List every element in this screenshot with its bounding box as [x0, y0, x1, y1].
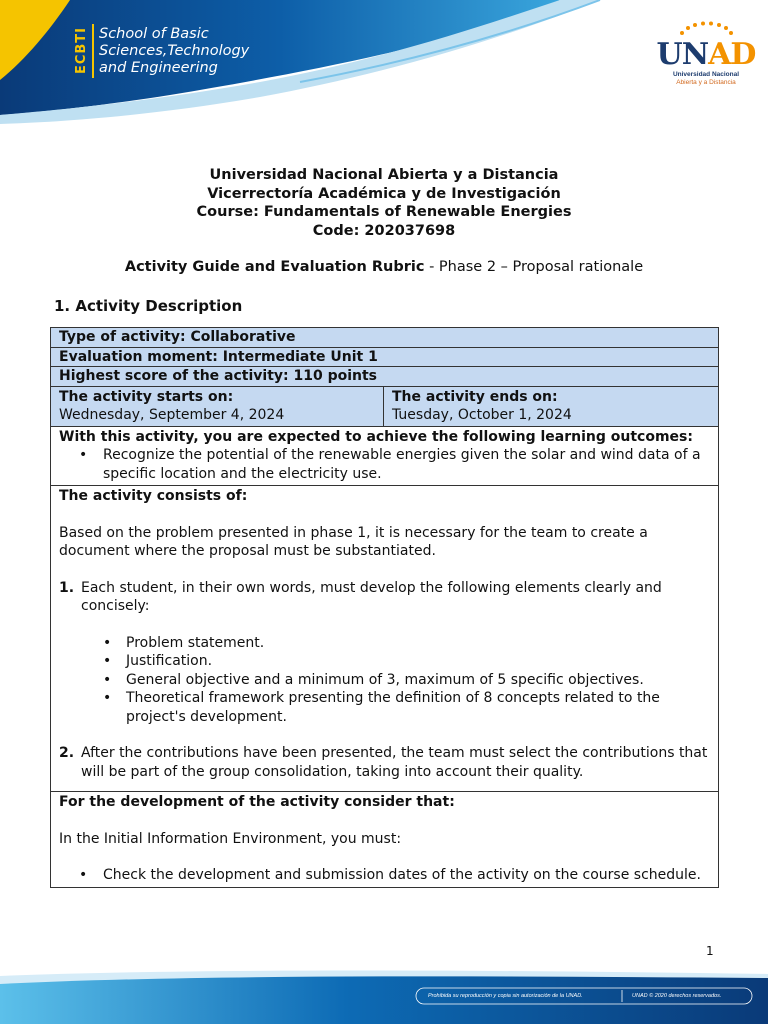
end-date-value: Tuesday, October 1, 2024: [392, 406, 572, 423]
logo-wordmark: [656, 39, 756, 71]
steps-list-continued: [59, 744, 710, 781]
highest-score-row: Highest score of the activity: 110 points: [51, 367, 718, 387]
end-date-label: The activity ends on:: [392, 388, 558, 405]
logo-subtitle: [656, 71, 756, 87]
considerations-block: [51, 792, 718, 887]
list-item: • Theoretical framework presenting the definition of 8 concepts related to the project's development.: [59, 689, 710, 726]
course-code: Code: 202037698: [312, 222, 456, 239]
list-item: • General objective and a minimum of 3, maximum of 5 specific objectives.: [59, 671, 710, 690]
logo-subtitle-1: Universidad Nacional: [672, 71, 740, 78]
unad-logo: [656, 20, 756, 87]
section-heading: 1. Activity Description: [54, 297, 243, 315]
footer-notice: Prohibida su reproducción y copia sin autorización de la UNAD.: [428, 993, 583, 999]
consider-list: [59, 866, 710, 885]
step-2-number: 2.: [59, 745, 75, 761]
step-1: [59, 579, 710, 616]
guide-title: [0, 259, 768, 275]
activity-table: [50, 327, 719, 888]
start-date-cell: [51, 387, 384, 426]
school-name: [99, 26, 249, 77]
step-1-elements: [59, 634, 710, 727]
evaluation-moment-row: Evaluation moment: Intermediate Unit 1: [51, 348, 718, 368]
list-item: • Recognize the potential of the renewable energies given the solar and wind data of a specific location and the electricity use.: [59, 446, 710, 483]
dates-row: [51, 387, 718, 427]
step-1-number: 1.: [59, 579, 75, 596]
type-of-activity-row: Type of activity: Collaborative: [51, 328, 718, 348]
activity-consists-block: [51, 486, 718, 792]
outcomes-list: [59, 446, 710, 483]
footer-rights: UNAD © 2020 derechos reservados.: [632, 993, 722, 999]
end-date-cell: [384, 387, 718, 426]
consider-intro: In the Initial Information Environment, you must:: [59, 830, 402, 847]
step-2-text: After the contributions have been presented, the team must select the contributions that will be part of the group consolidation, taking into account their quality.: [81, 745, 708, 780]
branding-divider: [92, 24, 94, 78]
list-item: • Justification.: [59, 652, 710, 671]
outcomes-heading: With this activity, you are expected to achieve the following learning outcomes:: [59, 428, 693, 445]
school-line-3: and Engineering: [99, 59, 218, 76]
list-item: • Problem statement.: [59, 634, 710, 653]
step-1-text: Each student, in their own words, must develop the following elements clearly and concisely:: [81, 579, 662, 614]
page-number: 1: [706, 944, 714, 958]
header-banner: [0, 0, 768, 128]
guide-title-rest: - Phase 2 – Proposal rationale: [424, 259, 644, 275]
logo-subtitle-2: Abierta y a Distancia: [676, 79, 736, 86]
footer-banner: [0, 966, 768, 1024]
vice-rectory-title: Vicerrectoría Académica y de Investigación: [207, 185, 561, 202]
steps-list: [59, 579, 710, 616]
document-titles: [0, 166, 768, 240]
step-2: [59, 744, 710, 781]
school-line-1: School of Basic: [99, 25, 209, 42]
consists-intro: Based on the problem presented in phase 1, it is necessary for the team to create a document where the proposal must be substantiated.: [59, 524, 648, 559]
list-item: • Check the development and submission dates of the activity on the course schedule.: [59, 866, 710, 885]
learning-outcomes-block: [51, 427, 718, 487]
faculty-branding: [74, 22, 249, 80]
logo-dots-arc-icon: [676, 21, 736, 35]
school-line-2: Sciences,Technology: [99, 42, 250, 59]
guide-title-bold: Activity Guide and Evaluation Rubric: [124, 259, 425, 275]
logo-wordmark-main: UN: [656, 37, 709, 72]
start-date-value: Wednesday, September 4, 2024: [59, 406, 285, 423]
consider-heading: For the development of the activity consider that:: [59, 794, 455, 810]
faculty-abbrev: ECBTI: [74, 27, 89, 75]
university-title: Universidad Nacional Abierta y a Distancia: [209, 167, 559, 183]
logo-wordmark-accent: AD: [708, 37, 756, 72]
start-date-label: The activity starts on:: [59, 388, 234, 405]
course-title: Course: Fundamentals of Renewable Energies: [196, 204, 572, 220]
consists-heading: The activity consists of:: [59, 488, 248, 504]
